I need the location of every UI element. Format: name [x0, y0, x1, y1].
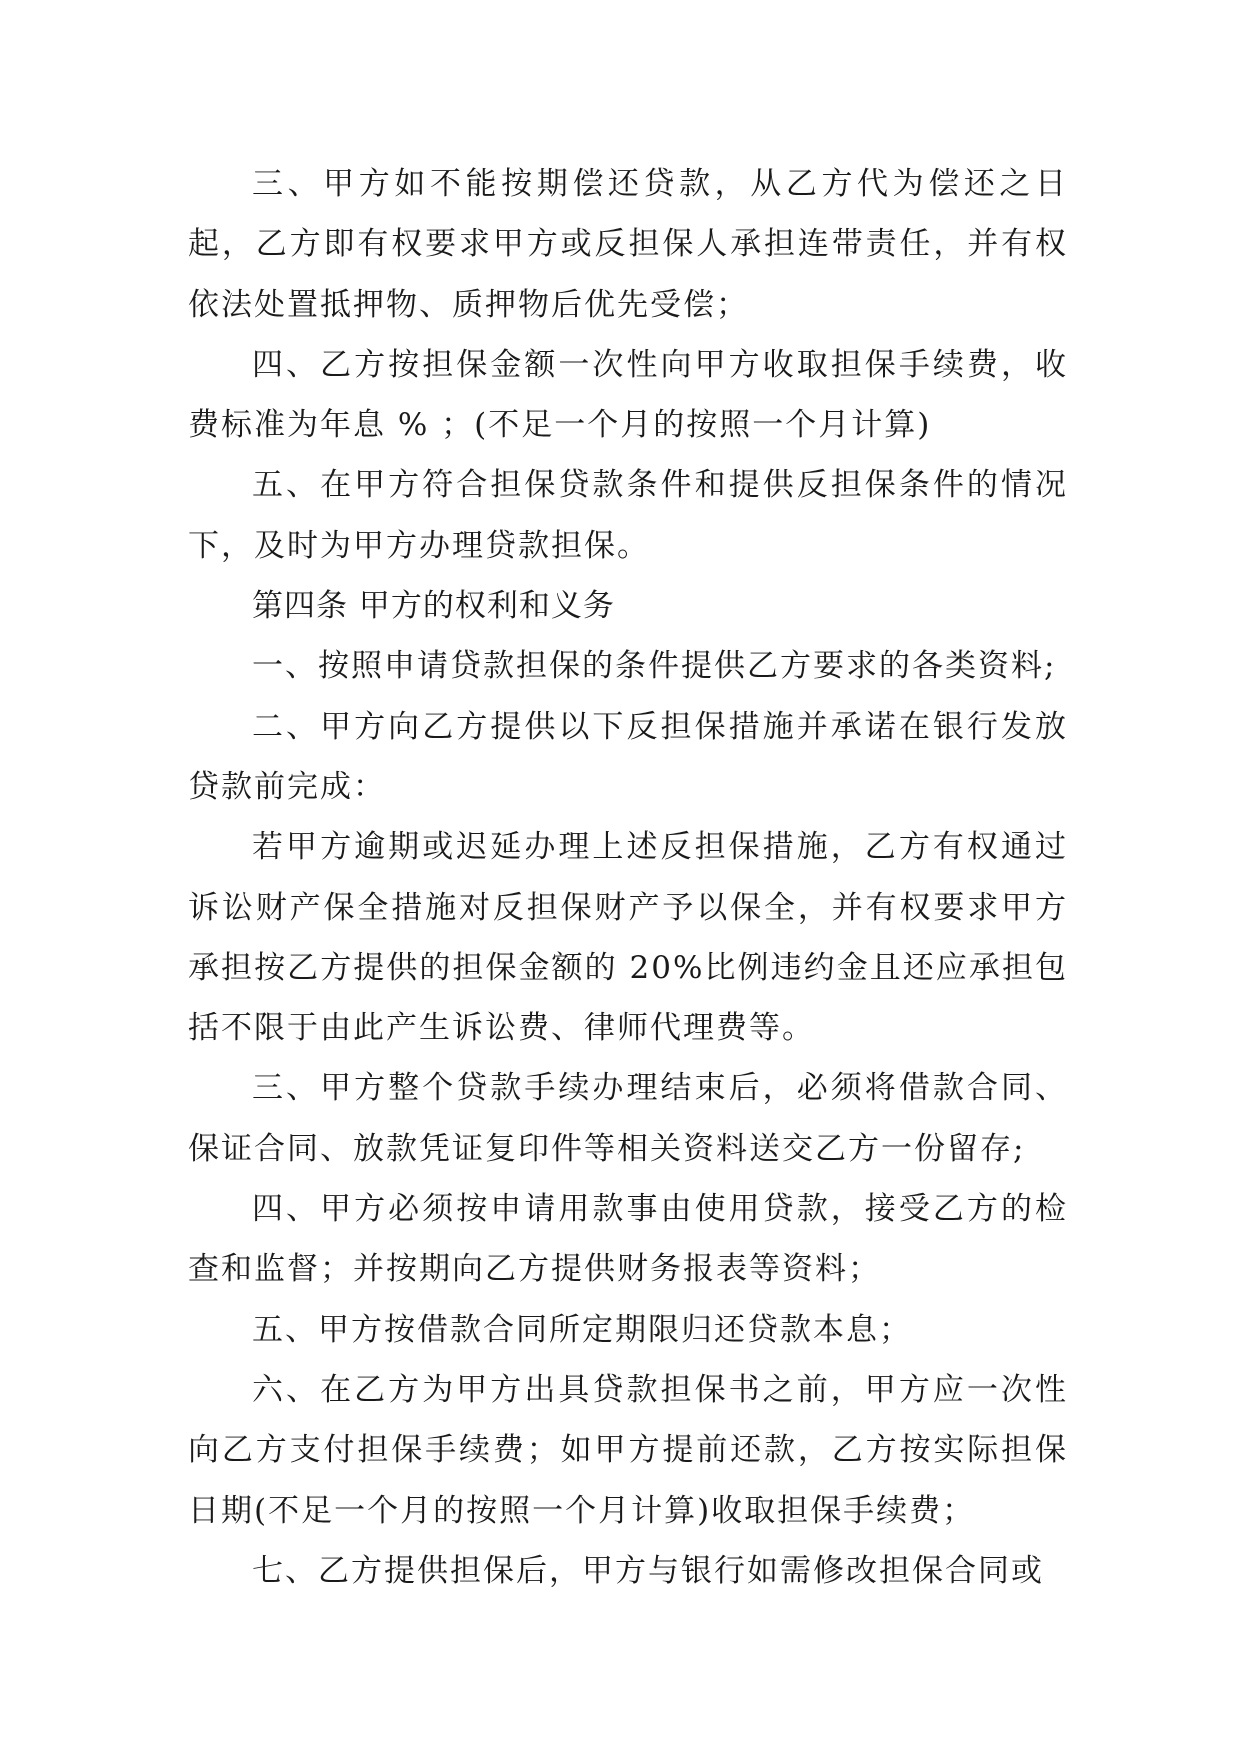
- section-heading-article-4: 第四条 甲方的权利和义务: [252, 588, 615, 625]
- paragraph-party-a-item-3: 三、甲方整个贷款手续办理结束后，必须将借款合同、保证合同、放款凭证复印件等相关资料送交乙方一份留存;: [188, 1070, 1068, 1167]
- paragraph-party-a-item-4: 四、甲方必须按申请用款事由使用贷款，接受乙方的检查和监督；并按期向乙方提供财务报表等资料；: [188, 1191, 1068, 1288]
- paragraph-party-a-item-2: 二、甲方向乙方提供以下反担保措施并承诺在银行发放贷款前完成：: [188, 708, 1068, 805]
- paragraph-party-a-item-1: 一、按照申请贷款担保的条件提供乙方要求的各类资料;: [252, 648, 1057, 685]
- paragraph-clause-4-guarantee-fee: 四、乙方按担保金额一次性向甲方收取担保手续费，收费标准为年息 % ；(不足一个月的按照一个月计算): [188, 346, 1068, 444]
- paragraph-party-a-item-6: 六、在乙方为甲方出具贷款担保书之前，甲方应一次性向乙方支付担保手续费；如甲方提前还款，乙方按实际担保日期(不足一个月的按照一个月计算)收取担保手续费；: [188, 1371, 1068, 1529]
- paragraph-party-a-item-7: 七、乙方提供担保后，甲方与银行如需修改担保合同或: [252, 1552, 1044, 1589]
- paragraph-clause-5-handle-guarantee: 五、在甲方符合担保贷款条件和提供反担保条件的情况下，及时为甲方办理贷款担保。: [188, 467, 1068, 564]
- document-body: [188, 154, 1068, 1601]
- paragraph-clause-3-default-repayment: 三、甲方如不能按期偿还贷款，从乙方代为偿还之日起，乙方即有权要求甲方或反担保人承担连带责任，并有权依法处置抵押物、质押物后优先受偿；: [188, 166, 1068, 323]
- paragraph-overdue-counter-guarantee: 若甲方逾期或迟延办理上述反担保措施，乙方有权通过诉讼财产保全措施对反担保财产予以保全，并有权要求甲方承担按乙方提供的担保金额的 20%比例违约金且还应承担包括不限于由此产生诉讼费、律师代理费等。: [188, 829, 1068, 1047]
- paragraph-party-a-item-5: 五、甲方按借款合同所定期限归还贷款本息；: [252, 1311, 912, 1348]
